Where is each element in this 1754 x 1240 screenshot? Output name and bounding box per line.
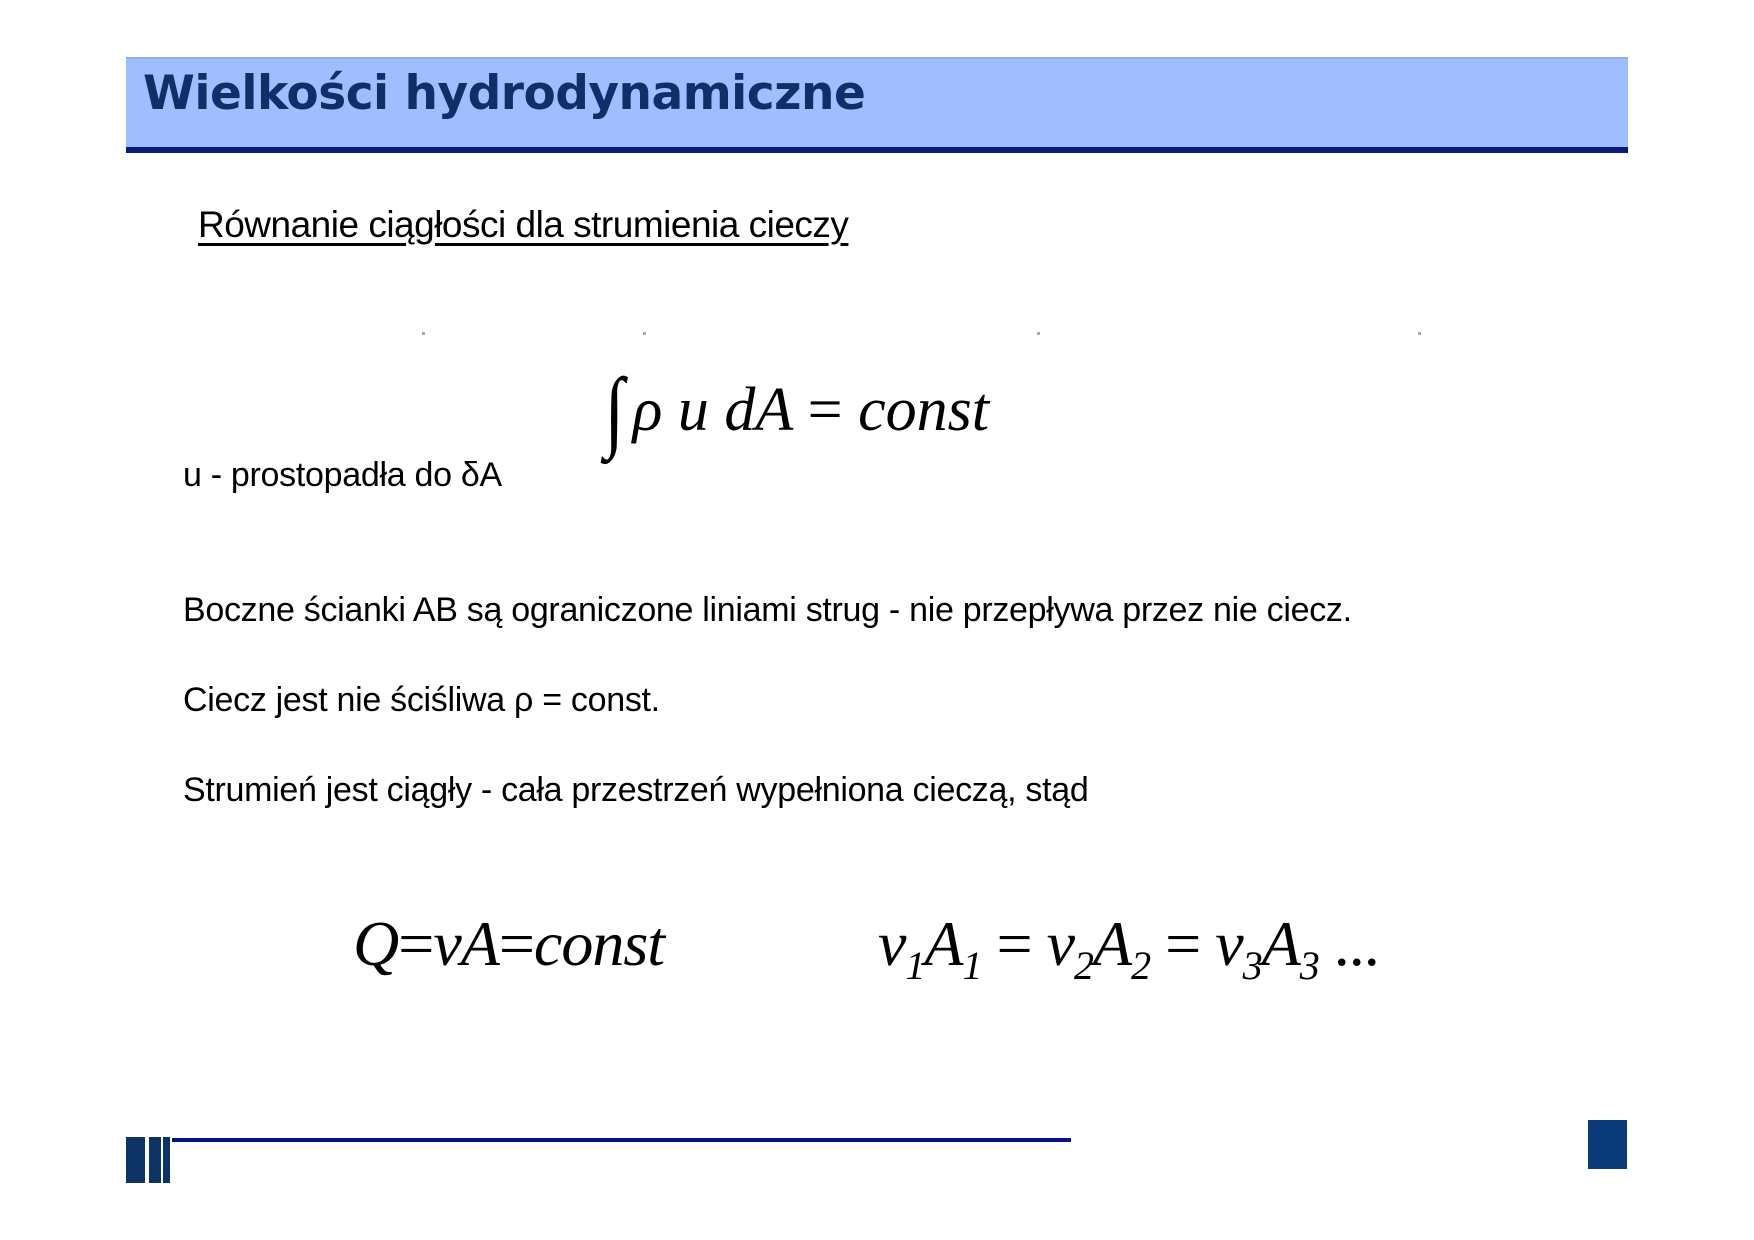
- integral-formula: [602, 356, 990, 460]
- footer-bar-decoration: [149, 1137, 161, 1183]
- note-u-perpendicular: u - prostopadła do δA: [183, 456, 502, 494]
- ellipsis: ...: [1333, 908, 1379, 979]
- symbol-v1: v: [878, 908, 906, 979]
- footer-rule: [172, 1138, 1071, 1142]
- formula-rhs: const: [858, 376, 990, 444]
- footer-bar-decoration: [163, 1137, 170, 1183]
- artifact-dot: [643, 332, 646, 335]
- symbol-v2: v: [1046, 908, 1074, 979]
- footer-bar-decoration: [126, 1137, 145, 1183]
- artifact-dot: [1037, 332, 1040, 335]
- flow-rate-formula: [353, 908, 664, 979]
- integral-sign: ∫: [604, 361, 625, 460]
- subscript: 1: [905, 943, 925, 988]
- section-subtitle: Równanie ciągłości dla strumienia cieczy: [198, 204, 849, 245]
- header-rule: [126, 147, 1628, 153]
- subscript: 1: [962, 943, 982, 988]
- subscript: 2: [1074, 943, 1093, 988]
- page-title: Wielkości hydrodynamiczne: [143, 66, 866, 121]
- equals-sign: =: [1165, 908, 1201, 979]
- integrand: ρ u dA: [632, 376, 793, 444]
- artifact-dot: [1418, 332, 1421, 335]
- subscript: 3: [1299, 943, 1319, 988]
- statement-side-walls: Boczne ścianki AB są ograniczone liniami strug - nie przepływa przez nie ciecz.: [183, 591, 1352, 629]
- equals-sign: =: [996, 908, 1032, 979]
- subscript: 3: [1242, 943, 1262, 988]
- artifact-dot: [422, 332, 425, 335]
- symbol-a2: A: [1093, 908, 1132, 979]
- continuity-formula: [878, 908, 1379, 988]
- statement-incompressible: Ciecz jest nie ściśliwa ρ = const.: [183, 681, 660, 719]
- footer-square-decoration: [1588, 1120, 1627, 1169]
- statement-continuous: Strumień jest ciągły - cała przestrzeń wypełniona cieczą, stąd: [183, 771, 1089, 809]
- symbol-v3: v: [1215, 908, 1243, 979]
- symbol-a3: A: [1261, 908, 1300, 979]
- subscript: 2: [1131, 943, 1151, 988]
- symbol-va: vA: [433, 908, 499, 979]
- equals-sign: =: [498, 908, 534, 979]
- symbol-q: Q: [353, 908, 399, 979]
- formula-rhs: const: [533, 908, 664, 979]
- equals-sign: =: [398, 908, 434, 979]
- symbol-a1: A: [924, 908, 963, 979]
- equals-sign: =: [807, 376, 843, 444]
